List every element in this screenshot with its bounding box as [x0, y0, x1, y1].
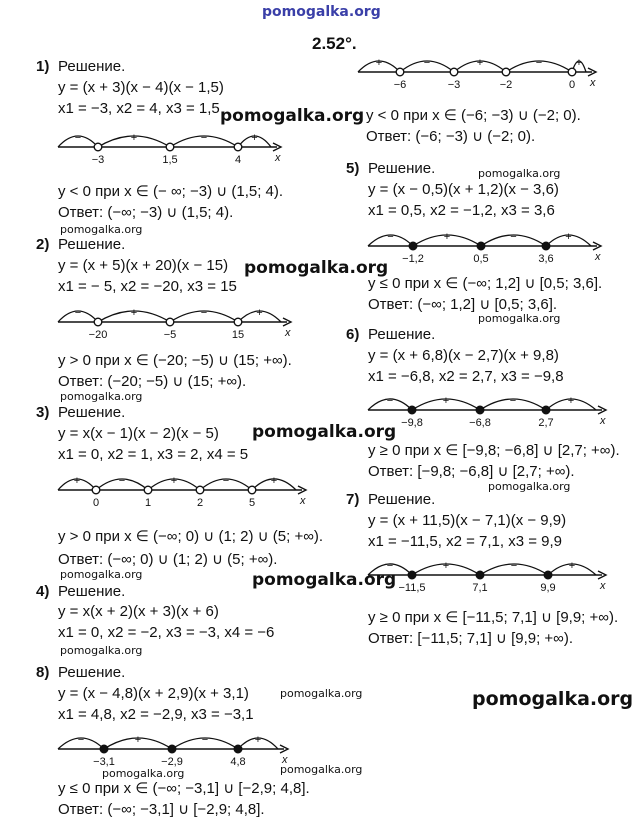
- number-line: [368, 553, 608, 597]
- tick-label: 0,5: [473, 253, 489, 265]
- interval-sign: +: [256, 307, 263, 319]
- interval-sign: −: [423, 57, 431, 69]
- interval-sign: +: [375, 57, 383, 69]
- interval-sign: +: [567, 395, 575, 407]
- problem-5-number: 5): [346, 160, 360, 177]
- interval-sign: −: [118, 475, 126, 487]
- problem-1-answer: Ответ: (−∞; −3) ∪ (1,5; 4).: [58, 204, 234, 221]
- interval-sign: −: [510, 560, 518, 572]
- tick-label: −3,1: [93, 756, 115, 768]
- open-point: [196, 486, 204, 494]
- interval-sign: −: [387, 231, 394, 243]
- open-point: [234, 143, 242, 151]
- tick-label: −2,9: [161, 756, 183, 768]
- watermark: pomogalka.org: [102, 767, 185, 780]
- tick-label: −6: [393, 79, 407, 91]
- problem-4-heading: Решение.: [58, 583, 126, 600]
- watermark: pomogalka.org: [60, 223, 143, 236]
- problem-4-roots: x1 = 0, x2 = −2, x3 = −3, x4 = −6: [58, 624, 275, 641]
- number-line: [58, 468, 308, 512]
- open-point: [248, 486, 256, 494]
- interval-sign: +: [254, 734, 262, 746]
- filled-point: [408, 571, 416, 579]
- watermark: pomogalka.org: [60, 390, 143, 403]
- watermark: pomogalka.org: [478, 312, 561, 325]
- watermark: pomogalka.org: [60, 644, 143, 657]
- interval-sign: −: [77, 734, 85, 746]
- problem-4-answer: Ответ: (−6; −3) ∪ (−2; 0).: [366, 128, 536, 145]
- tick-label: 4,8: [230, 756, 246, 768]
- tick-label: −3: [447, 79, 461, 91]
- interval-sign: −: [222, 475, 230, 487]
- problem-4-condition: y < 0 при x ∈ (−6; −3) ∪ (−2; 0).: [366, 107, 581, 124]
- open-point: [568, 68, 576, 76]
- open-point: [92, 486, 100, 494]
- open-point: [166, 318, 174, 326]
- filled-point: [477, 242, 485, 250]
- filled-point: [100, 745, 108, 753]
- problem-4-function: y = x(x + 2)(x + 3)(x + 6): [58, 603, 219, 620]
- number-line: [358, 50, 598, 94]
- watermark: pomogalka.org: [60, 568, 143, 581]
- problem-7-answer: Ответ: [−11,5; 7,1] ∪ [9,9; +∞).: [368, 630, 574, 647]
- tick-label: −9,8: [401, 417, 423, 429]
- problem-8-roots: x1 = 4,8, x2 = −2,9, x3 = −3,1: [58, 706, 254, 723]
- problem-6-roots: x1 = −6,8, x2 = 2,7, x3 = −9,8: [368, 368, 564, 385]
- open-point: [502, 68, 510, 76]
- tick-label: −6,8: [469, 417, 491, 429]
- interval-sign: +: [575, 57, 583, 69]
- open-point: [166, 143, 174, 151]
- axis-label: x: [595, 251, 601, 263]
- tick-label: 0: [92, 497, 100, 509]
- watermark: pomogalka.org: [280, 687, 363, 700]
- problem-5-roots: x1 = 0,5, x2 = −1,2, x3 = 3,6: [368, 202, 555, 219]
- problem-6-heading: Решение.: [368, 326, 436, 343]
- problem-3-answer: Ответ: (−∞; 0) ∪ (1; 2) ∪ (5; +∞).: [58, 551, 278, 568]
- interval-sign: +: [565, 231, 572, 243]
- problem-6-condition: y ≥ 0 при x ∈ [−9,8; −6,8] ∪ [2,7; +∞).: [368, 442, 620, 459]
- tick-label: 9,9: [540, 582, 556, 594]
- watermark: pomogalka.org: [244, 258, 389, 278]
- open-point: [144, 486, 152, 494]
- problem-8-condition: y ≤ 0 при x ∈ (−∞; −3,1] ∪ [−2,9; 4,8].: [58, 780, 310, 797]
- watermark: pomogalka.org: [252, 422, 397, 442]
- number-line: [368, 388, 608, 432]
- problem-7-condition: y ≥ 0 при x ∈ [−11,5; 7,1] ∪ [9,9; +∞).: [368, 609, 619, 626]
- interval-sign: −: [74, 307, 82, 319]
- axis-label: x: [285, 327, 291, 339]
- filled-point: [544, 571, 552, 579]
- tick-label: 2: [196, 497, 204, 509]
- problem-3-roots: x1 = 0, x2 = 1, x3 = 2, x4 = 5: [58, 446, 249, 463]
- axis-label: x: [600, 580, 606, 592]
- watermark: pomogalka.org: [478, 167, 561, 180]
- filled-point: [409, 242, 417, 250]
- filled-point: [168, 745, 176, 753]
- open-point: [450, 68, 458, 76]
- problem-7-function: y = (x + 11,5)(x − 7,1)(x − 9,9): [368, 512, 567, 529]
- number-line: [368, 224, 603, 268]
- interval-sign: +: [476, 57, 484, 69]
- tick-label: 0: [568, 79, 576, 91]
- tick-label: 1,5: [162, 154, 178, 166]
- problem-1-condition: y < 0 при x ∈ (− ∞; −3) ∪ (1,5; 4).: [58, 183, 284, 200]
- watermark: pomogalka.org: [220, 106, 365, 126]
- interval-sign: +: [568, 560, 576, 572]
- tick-label: 4: [234, 154, 242, 166]
- problem-5-answer: Ответ: (−∞; 1,2] ∪ [0,5; 3,6].: [368, 296, 558, 313]
- tick-label: 3,6: [538, 253, 554, 265]
- interval-sign: +: [442, 395, 450, 407]
- axis-label: x: [300, 495, 306, 507]
- tick-label: 7,1: [472, 582, 488, 594]
- interval-sign: −: [509, 395, 517, 407]
- interval-sign: +: [73, 475, 81, 487]
- problem-5-heading: Решение.: [368, 160, 436, 177]
- problem-6-number: 6): [346, 326, 360, 343]
- problem-2-answer: Ответ: (−20; −5) ∪ (15; +∞).: [58, 373, 247, 390]
- open-point: [94, 143, 102, 151]
- problem-5-function: y = (x − 0,5)(x + 1,2)(x − 3,6): [368, 181, 559, 198]
- tick-label: 1: [144, 497, 152, 509]
- problem-2-roots: x1 = − 5, x2 = −20, x3 = 15: [58, 278, 237, 295]
- interval-sign: −: [386, 395, 394, 407]
- problem-1-roots: x1 = −3, x2 = 4, x3 = 1,5: [58, 100, 220, 117]
- problem-3-condition: y > 0 при x ∈ (−∞; 0) ∪ (1; 2) ∪ (5; +∞).: [58, 528, 324, 545]
- interval-sign: −: [200, 307, 208, 319]
- interval-sign: +: [130, 307, 138, 319]
- problem-7-roots: x1 = −11,5, x2 = 7,1, x3 = 9,9: [368, 533, 563, 550]
- axis-label: x: [600, 415, 606, 427]
- interval-sign: −: [535, 57, 543, 69]
- axis-label: x: [590, 77, 596, 89]
- interval-sign: +: [443, 231, 451, 243]
- filled-point: [476, 406, 484, 414]
- interval-sign: −: [200, 132, 208, 144]
- tick-label: −1,2: [402, 253, 424, 265]
- problem-6-function: y = (x + 6,8)(x − 2,7)(x + 9,8): [368, 347, 559, 364]
- problem-7-number: 7): [346, 491, 360, 508]
- interval-sign: −: [201, 734, 209, 746]
- tick-label: 5: [248, 497, 256, 509]
- tick-label: −11,5: [398, 582, 426, 594]
- problem-8-number: 8): [36, 664, 50, 681]
- filled-point: [542, 242, 550, 250]
- interval-sign: −: [510, 231, 517, 243]
- problem-8-function: y = (x − 4,8)(x + 2,9)(x + 3,1): [58, 685, 249, 702]
- problem-1-number: 1): [36, 58, 50, 75]
- axis-label: x: [282, 754, 288, 766]
- problem-3-function: y = x(x − 1)(x − 2)(x − 5): [58, 425, 219, 442]
- watermark: pomogalka.org: [280, 763, 363, 776]
- number-line: [58, 727, 290, 771]
- problem-2-number: 2): [36, 236, 50, 253]
- interval-sign: −: [386, 560, 394, 572]
- interval-sign: +: [251, 132, 258, 144]
- open-point: [234, 318, 242, 326]
- tick-label: −5: [163, 329, 177, 341]
- open-point: [396, 68, 404, 76]
- tick-label: 2,7: [538, 417, 554, 429]
- problem-1-heading: Решение.: [58, 58, 126, 75]
- interval-sign: +: [442, 560, 450, 572]
- problem-2-function: y = (x + 5)(x + 20)(x − 15): [58, 257, 229, 274]
- interval-sign: +: [130, 132, 138, 144]
- tick-label: −3: [91, 154, 105, 166]
- problem-6-answer: Ответ: [−9,8; −6,8] ∪ [2,7; +∞).: [368, 463, 575, 480]
- problem-4-number: 4): [36, 583, 50, 600]
- axis-label: x: [275, 152, 281, 164]
- number-line: [58, 125, 283, 169]
- problem-5-condition: y ≤ 0 при x ∈ (−∞; 1,2] ∪ [0,5; 3,6].: [368, 275, 603, 292]
- problem-3-heading: Решение.: [58, 404, 126, 421]
- problem-8-heading: Решение.: [58, 664, 126, 681]
- problem-2-condition: y > 0 при x ∈ (−20; −5) ∪ (15; +∞).: [58, 352, 292, 369]
- watermark: pomogalka.org: [472, 688, 634, 710]
- problem-8-answer: Ответ: (−∞; −3,1] ∪ [−2,9; 4,8].: [58, 801, 265, 818]
- number-line: [58, 300, 293, 344]
- watermark: pomogalka.org: [488, 480, 571, 493]
- interval-sign: +: [134, 734, 142, 746]
- problem-1-function: y = (x + 3)(x − 4)(x − 1,5): [58, 79, 224, 96]
- tick-label: −20: [88, 329, 108, 341]
- tick-label: −2: [499, 79, 513, 91]
- filled-point: [476, 571, 484, 579]
- interval-sign: −: [74, 132, 82, 144]
- problem-7-heading: Решение.: [368, 491, 436, 508]
- problem-2-heading: Решение.: [58, 236, 126, 253]
- problem-3-number: 3): [36, 404, 50, 421]
- filled-point: [542, 406, 550, 414]
- watermark: pomogalka.org: [262, 4, 381, 20]
- filled-point: [408, 406, 416, 414]
- page-title: 2.52°.: [312, 34, 357, 53]
- tick-label: 15: [231, 329, 245, 341]
- interval-sign: +: [170, 475, 178, 487]
- interval-sign: +: [270, 475, 278, 487]
- filled-point: [234, 745, 242, 753]
- open-point: [94, 318, 102, 326]
- watermark: pomogalka.org: [252, 570, 397, 590]
